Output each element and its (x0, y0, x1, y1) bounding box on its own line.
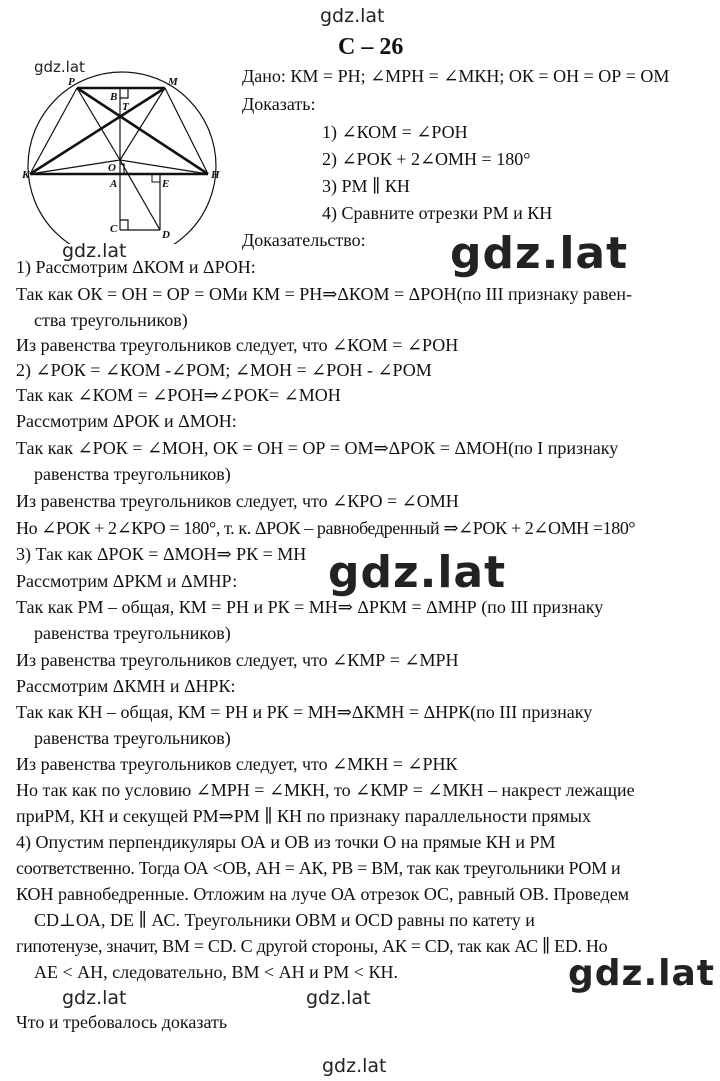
proof-line: 2) ∠РОК = ∠КОМ -∠РОМ; ∠МОН = ∠РОН - ∠РОМ (16, 360, 432, 380)
prove-item-2: 2) ∠РОК + 2∠ОМН = 180° (322, 149, 531, 169)
proof-line: КОН равнобедренные. Отложим на луче ОА отрезок ОС, равный ОВ. Проведем (16, 884, 630, 904)
proof-line: 1) Рассмотрим ΔКОМ и ΔРОН: (16, 257, 256, 277)
proof-line: Из равенства треугольников следует, что ∠КОМ = ∠РОН (16, 335, 459, 355)
proof-line: Что и требовалось доказать (16, 1012, 228, 1032)
right-angle-c (120, 220, 128, 230)
proof-line: Так как ∠РОК = ∠МОН, ОК = ОН = ОР = ОМ⇒ΔРОК = ΔМОН(по I признаку (16, 438, 619, 458)
proof-line: Из равенства треугольников следует, что ∠КМР = ∠МРН (16, 650, 459, 670)
proof-label: Доказательство: (242, 230, 366, 250)
label-e: E (162, 178, 170, 190)
proof-line: Так как КН – общая, КМ = РН и РК = МН⇒ΔКМН = ΔНРК(по III признаку (16, 702, 593, 722)
proof-line: Но так как по условию ∠МРН = ∠МКН, то ∠КМР = ∠МКН – накрест лежащие (16, 780, 635, 800)
watermark-footer: gdz.lat (322, 1055, 387, 1077)
label-b: B (110, 91, 118, 103)
label-h: H (211, 169, 220, 181)
watermark-figure-bottom: gdz.lat (62, 240, 127, 262)
geometry-figure (22, 68, 234, 244)
prove-item-4: 4) Сравните отрезки РМ и КН (322, 203, 553, 223)
watermark-bottom-left: gdz.lat (62, 987, 127, 1009)
watermark-big-3: gdz.lat (568, 953, 716, 994)
page-title: С – 26 (338, 34, 404, 60)
right-angle-b (120, 88, 128, 98)
label-m: M (168, 76, 178, 88)
proof-line: ства треугольников) (34, 310, 188, 330)
prove-label: Доказать: (242, 94, 316, 114)
segment-ok (30, 160, 120, 174)
proof-line: CD⊥ОА, DE ∥ АС. Треугольники ОВМ и OCD равны по катету и (34, 910, 535, 930)
proof-line: Так как ОК = ОН = ОР = ОМи КМ = РН⇒ΔКОМ = ΔРОН(по III признаку равен- (16, 284, 633, 304)
proof-line: Рассмотрим ΔРКМ и ΔМНР: (16, 571, 238, 591)
label-d: D (162, 229, 170, 241)
proof-line: Из равенства треугольников следует, что ∠МКН = ∠РНК (16, 754, 458, 774)
given-text: Дано: КМ = РН; ∠МРН = ∠МКН; ОК = ОН = ОР = ОМ (242, 66, 670, 86)
label-p: P (68, 76, 75, 88)
segment-oh (120, 160, 208, 174)
label-a: A (110, 178, 118, 190)
label-k: K (22, 169, 30, 181)
watermark-top: gdz.lat (320, 5, 385, 27)
proof-line: 4) Опустим перпендикуляры ОА и ОВ из точки О на прямые КН и РМ (16, 832, 556, 852)
prove-item-3: 3) РМ ∥ КН (322, 176, 410, 196)
proof-line: Но ∠РОК + 2∠КРО = 180°, т. к. ΔРОК – равнобедренный ⇒∠РОК + 2∠ОМН =180° (16, 518, 636, 538)
proof-line: 3) Так как ΔРОК = ΔМОН⇒ РК = МН (16, 544, 307, 564)
proof-line: Рассмотрим ΔКМН и ΔНРК: (16, 676, 236, 696)
proof-line: Из равенства треугольников следует, что ∠КРО = ∠ОМН (16, 491, 459, 511)
proof-line: приРМ, КН и секущей РМ⇒РМ ∥ КН по признаку параллельности прямых (16, 806, 592, 826)
segment-om (120, 88, 165, 160)
label-t: T (122, 101, 129, 113)
proof-line: Рассмотрим ΔРОК и ΔМОН: (16, 411, 237, 431)
watermark-big-1: gdz.lat (450, 228, 629, 279)
proof-line: равенства треугольников) (34, 623, 231, 643)
proof-line: равенства треугольников) (34, 728, 231, 748)
watermark-figure-top: gdz.lat (34, 58, 85, 76)
proof-line: гипотенузе, значит, ВМ = CD. С другой стороны, АК = CD, так как АС ∥ ED. Но (16, 936, 608, 956)
watermark-big-2: gdz.lat (328, 547, 507, 598)
label-c: C (110, 223, 118, 235)
label-o: O (108, 162, 116, 174)
proof-line: Так как ∠КОМ = ∠РОН⇒∠РОК= ∠МОН (16, 385, 341, 405)
watermark-bottom-mid: gdz.lat (306, 987, 371, 1009)
proof-line: Так как РМ – общая, КМ = РН и РК = МН⇒ ΔРКМ = ΔМНР (по III признаку (16, 597, 604, 617)
prove-item-1: 1) ∠КОМ = ∠РОН (322, 122, 468, 142)
proof-line: равенства треугольников) (34, 464, 231, 484)
proof-line: АЕ < АН, следовательно, ВМ < АН и РМ < КН. (34, 962, 398, 982)
proof-line: соответственно. Тогда ОА <ОВ, АН = АК, РВ = ВМ, так как треугольники РОМ и (16, 858, 621, 878)
